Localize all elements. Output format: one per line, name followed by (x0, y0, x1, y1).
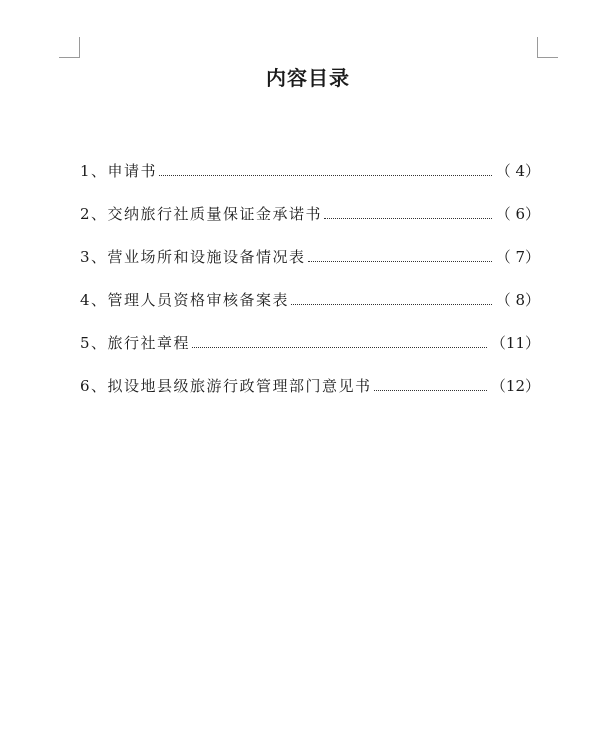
toc-entry[interactable] (80, 199, 540, 224)
toc-leader-dots (291, 303, 492, 305)
toc-entry-label: 3、营业场所和设施设备情况表 (80, 248, 306, 266)
toc-entry[interactable] (80, 285, 540, 310)
toc-entry[interactable] (80, 328, 540, 353)
toc-entry-label: 1、申请书 (80, 162, 158, 180)
page-corner-mark-top-left (59, 37, 80, 58)
toc-leader-dots (159, 174, 492, 176)
toc-entry-label: 4、管理人员资格审核备案表 (80, 291, 290, 309)
toc-entry-page: （ 8） (495, 291, 540, 309)
toc-entry-page: （11） (490, 334, 540, 352)
toc-entry-label: 2、交纳旅行社质量保证金承诺书 (80, 205, 323, 223)
page-corner-mark-top-right (537, 37, 558, 58)
table-of-contents (80, 156, 540, 414)
toc-entry-page: （ 6） (495, 205, 540, 223)
toc-entry[interactable] (80, 156, 540, 181)
toc-entry-page: （ 7） (495, 248, 540, 266)
toc-entry[interactable] (80, 242, 540, 267)
toc-entry-page: （12） (490, 377, 540, 395)
toc-entry-label: 5、旅行社章程 (80, 334, 191, 352)
page-title: 内容目录 (266, 66, 350, 90)
toc-entry[interactable] (80, 371, 540, 396)
toc-entry-label: 6、拟设地县级旅游行政管理部门意见书 (80, 377, 372, 395)
toc-leader-dots (324, 217, 492, 219)
toc-leader-dots (374, 389, 487, 391)
toc-leader-dots (308, 260, 492, 262)
toc-leader-dots (192, 346, 487, 348)
toc-entry-page: （ 4） (495, 162, 540, 180)
